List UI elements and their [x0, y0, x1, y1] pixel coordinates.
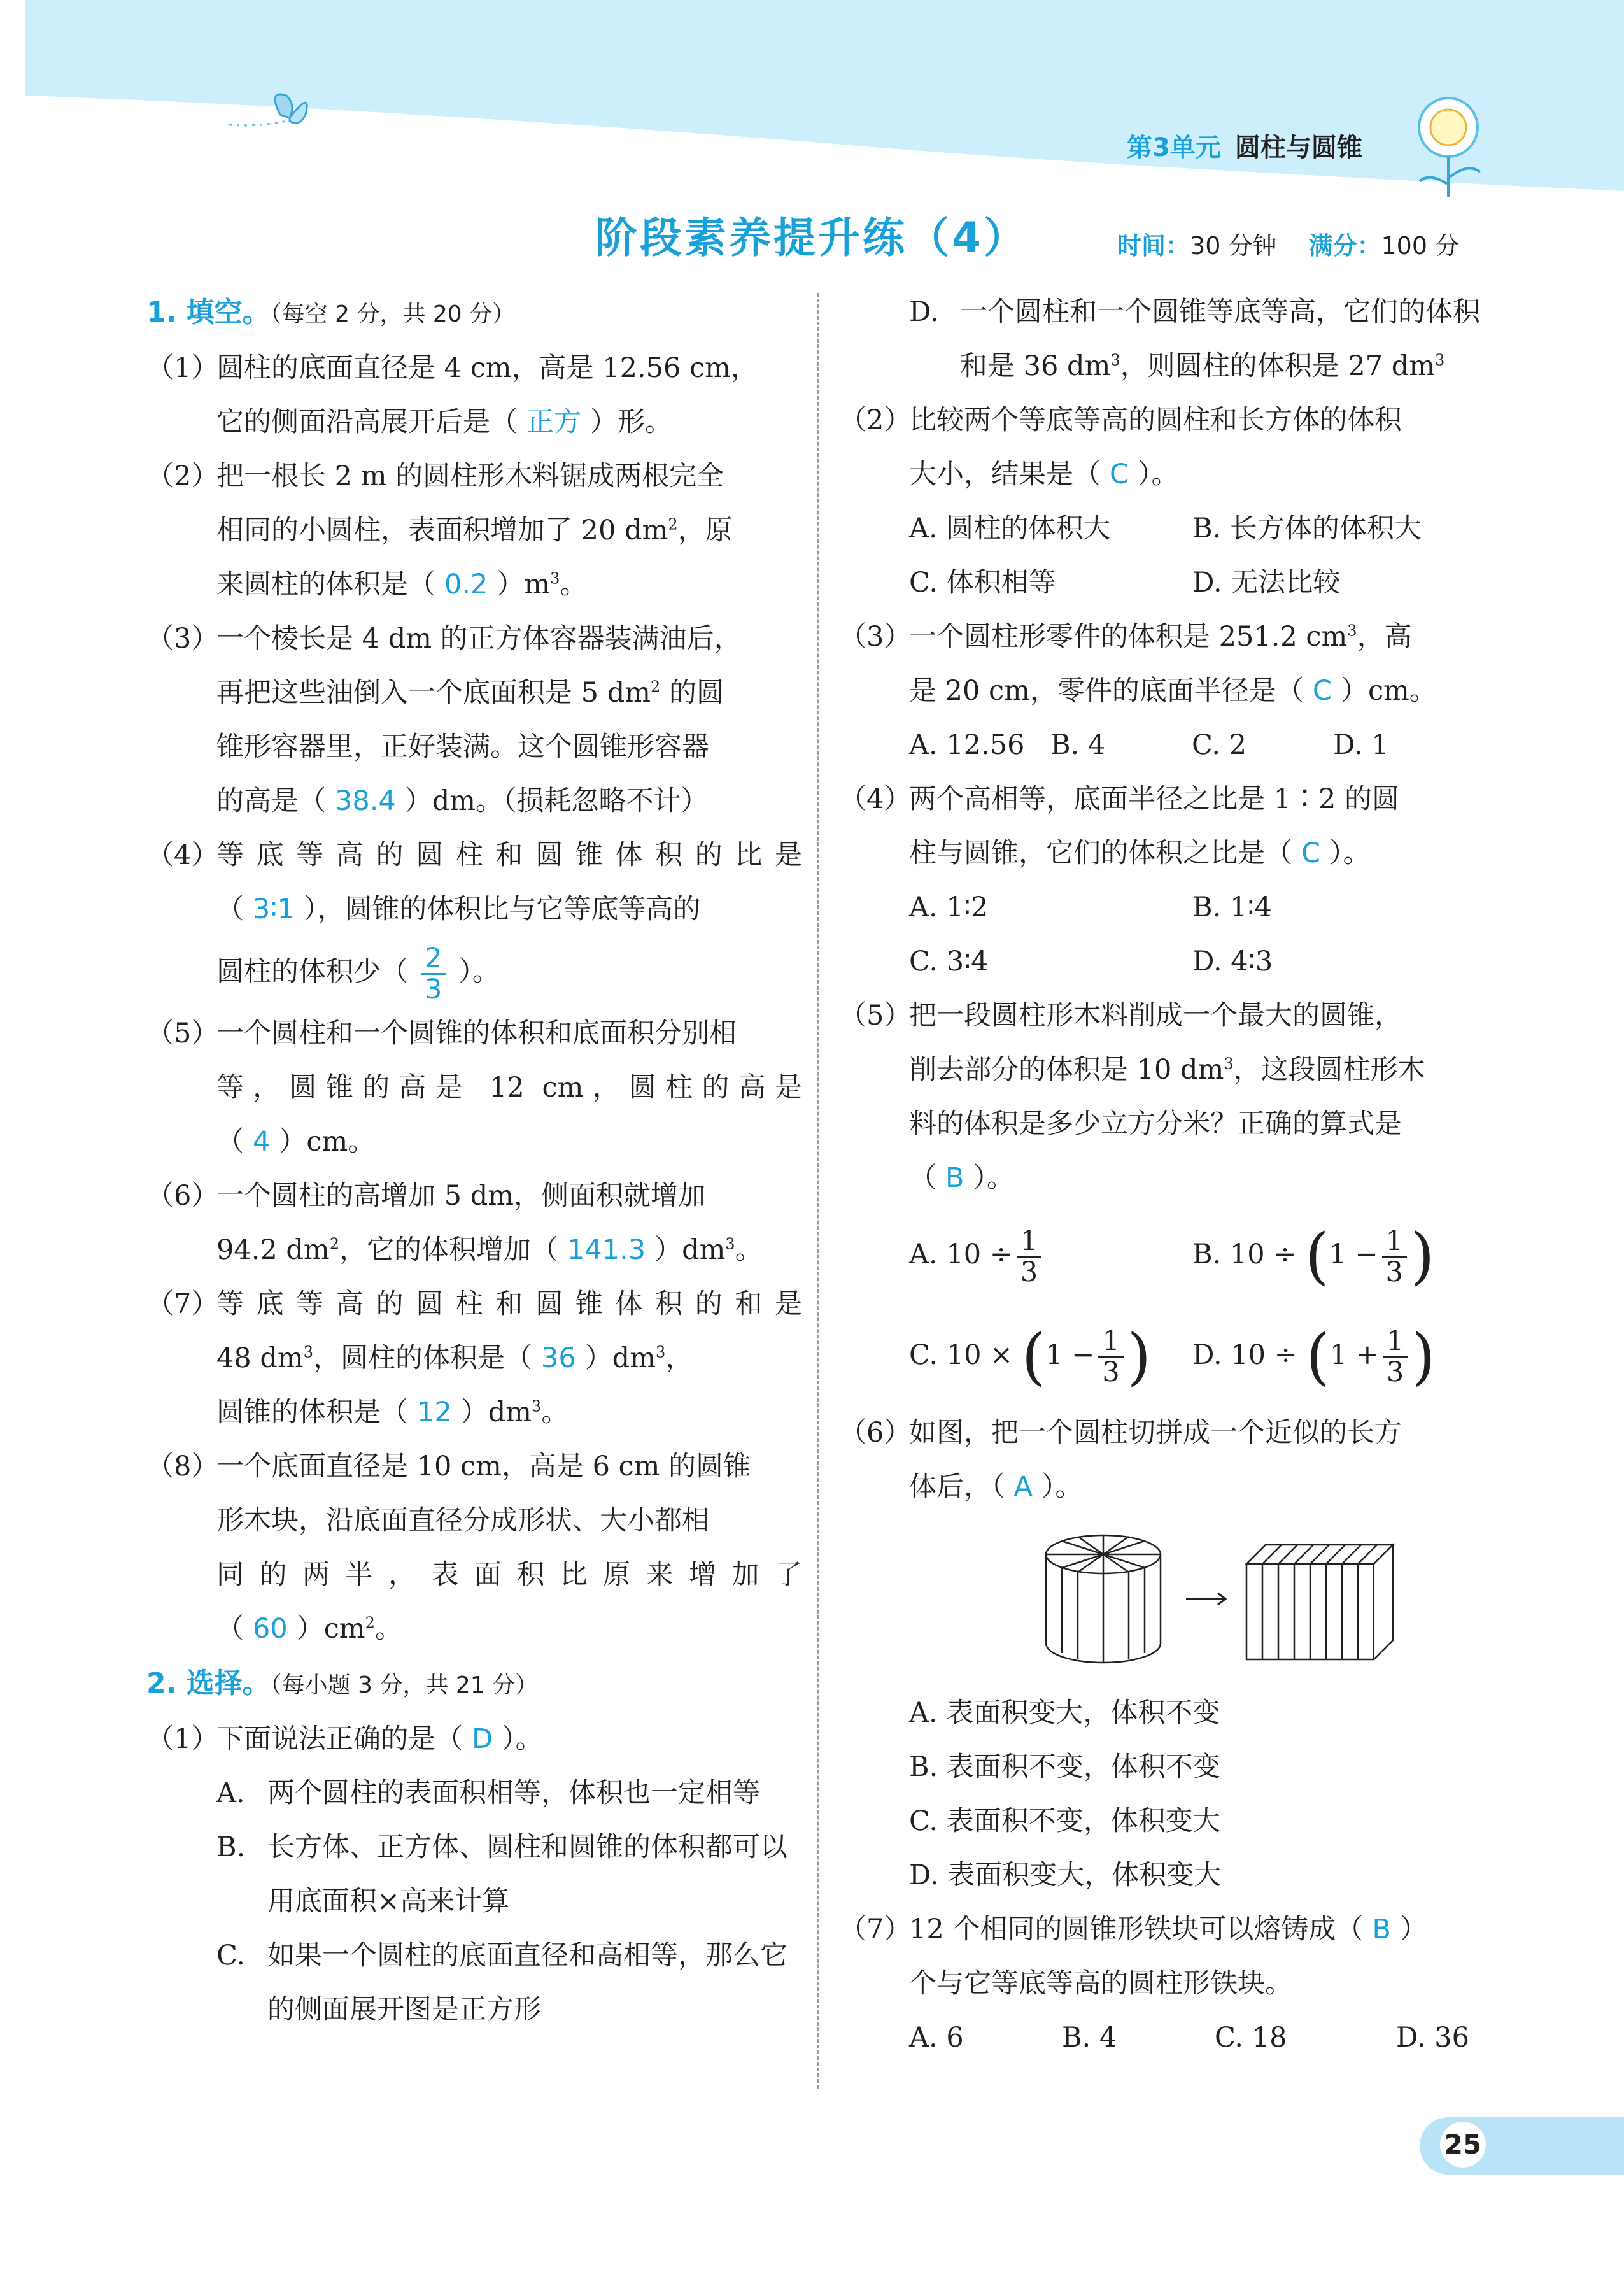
answer-q1-1: 正方: [526, 406, 581, 438]
fill-q6: （6） 一个圆柱的高增加 5 dm，侧面积就增加 94.2 $dm^2$，它的体积增加（ 141.3 ）$dm^3$。: [146, 1169, 802, 1277]
header-band: [0, 0, 1624, 210]
choice-q2-options-1: A. 圆柱的体积大 B. 长方体的体积大: [909, 513, 1422, 544]
choice-q6-option-c: C. 表面积不变，体积变大: [909, 1805, 1220, 1837]
answer-q2-6: A: [1013, 1471, 1033, 1503]
answer-q2-4: C: [1301, 837, 1321, 869]
left-column: [146, 285, 802, 2037]
choice-q5-options-2: C. 10 × (1 − $\frac{1}{3}$ ) D. 10 ÷ (1 + $\frac{1}{3}$ ): [909, 1321, 1436, 1392]
section2-heading: 2. 选择。（每小题 3 分，共 21 分）: [146, 1667, 539, 1700]
choice-q5: （5） 把一段圆柱形木料削成一个最大的圆锥， 削去部分的体积是 10 $dm^3$，这段圆柱形木 料的体积是多少立方分米？正确的算式是 （ B ）。: [839, 989, 1495, 1205]
fill-q5: （5） 一个圆柱和一个圆锥的体积和底面积分别相 等，圆锥的高是 12 cm，圆柱的高是 （ 4 ）cm。: [146, 1007, 802, 1169]
column-divider: [817, 293, 819, 2089]
sliced-cylinder-shape: [1046, 1535, 1161, 1663]
arrow-icon: [1186, 1593, 1225, 1605]
choice-q6-option-a: A. 表面积变大，体积不变: [909, 1697, 1220, 1729]
unit-label: 第3单元: [1127, 133, 1221, 162]
answer-q1-4b: $\frac{2}{3}$: [412, 944, 455, 1004]
time-value: 30 分钟: [1190, 232, 1277, 260]
unit-title: [1127, 127, 1362, 164]
score-label: 满分：: [1308, 232, 1381, 260]
fill-q8: （8） 一个底面直径是 10 cm，高是 6 cm 的圆锥 形木块，沿底面直径分成形状、大小都相 同的两半，表面积比原来增加了 （ 60 ）$cm^2$。: [146, 1440, 802, 1656]
answer-q1-3: 38.4: [335, 785, 396, 817]
fill-q1: （1） 圆柱的底面直径是 4 cm，高是 12.56 cm， 它的侧面沿高展开后是（ 正方 ）形。: [146, 341, 802, 450]
choice-q2-options-2: C. 体积相等 D. 无法比较: [909, 567, 1341, 599]
approx-cuboid-shape: [1246, 1545, 1393, 1659]
fill-q3: （3） 一个棱长是 4 dm 的正方体容器装满油后， 再把这些油倒入一个底面积是 5 $dm^2$ 的圆 锥形容器里，正好装满。这个圆锥形容器 的高是（ 38.4 ）dm。（损耗忽略不计）: [146, 612, 802, 828]
fill-q7: （7） 等底等高的圆柱和圆锥体积的和是 48 $dm^3$，圆柱的体积是（ 36 ）$dm^3$， 圆锥的体积是（ 12 ）$dm^3$。: [146, 1277, 802, 1440]
choice-q6-option-d: D. 表面积变大，体积变大: [909, 1859, 1222, 1891]
answer-q2-2: C: [1110, 458, 1129, 490]
answer-q1-4a: 3∶1: [253, 893, 295, 925]
answer-q1-2: 0.2: [444, 569, 488, 600]
fill-q4: （4） 等底等高的圆柱和圆锥体积的比是 （ 3∶1 ），圆锥的体积比与它等底等高的 圆柱的体积少（ $\frac{2}{3}$ ）。: [146, 839, 802, 1005]
time-info: [1117, 226, 1459, 261]
fill-q2: （2） 把一根长 2 m 的圆柱形木料锯成两根完全 相同的小圆柱，表面积增加了 20 $dm^2$，原 来圆柱的体积是（ 0.2 ）$m^3$。: [146, 450, 802, 612]
choice-q6-option-b: B. 表面积不变，体积不变: [909, 1751, 1220, 1783]
unit-topic: 圆柱与圆锥: [1234, 133, 1362, 162]
choice-q2: （2） 比较两个等底等高的圆柱和长方体的体积 大小，结果是（ C ）。: [839, 394, 1495, 502]
answer-q1-7b: 12: [417, 1396, 452, 1428]
answer-q2-1: D: [472, 1723, 493, 1755]
choice-q4-options-1: A. 1∶2 B. 1∶4: [909, 891, 1272, 923]
answer-q1-5: 4: [253, 1126, 271, 1158]
page-title: 阶段素养提升练（4）: [595, 213, 1028, 262]
choice-q5-options-1: A. 10 ÷ $\frac{1}{3}$ B. 10 ÷ (1 − $\frac{1}{3}$ ): [909, 1220, 1435, 1292]
choice-q1-option-d: D. 一个圆柱和一个圆锥等底等高，它们的体积和是 36 $dm^3$，则圆柱的体积是 27 $dm^3$: [909, 296, 1480, 382]
answer-q2-5: B: [945, 1162, 964, 1194]
choice-q6: （6） 如图，把一个圆柱切拼成一个近似的长方 体后，（ A ）。: [839, 1406, 1495, 1514]
answer-q1-7a: 36: [540, 1342, 576, 1374]
answer-q1-8: 60: [253, 1613, 288, 1645]
right-column: [839, 285, 1495, 2065]
section1-heading: 1. 填空。（每空 2 分，共 20 分）: [146, 296, 516, 329]
choice-q3: （3） 一个圆柱形零件的体积是 251.2 $cm^3$，高 是 20 cm，零件的底面半径是（ C ）cm。: [839, 610, 1495, 718]
page-number: 25: [1440, 2122, 1486, 2168]
choice-q7-options: A. 6 B. 4 C. 18 D. 36: [909, 2022, 1469, 2054]
choice-q4: （4） 两个高相等，底面半径之比是 1∶2 的圆 柱与圆锥，它们的体积之比是（ C ）。: [839, 772, 1495, 881]
time-label: 时间：: [1117, 232, 1190, 260]
choice-q3-options: A. 12.56 B. 4 C. 2 D. 1: [909, 729, 1389, 761]
choice-q4-options-2: C. 3∶4 D. 4∶3: [909, 946, 1273, 977]
choice-q1: （1） 下面说法正确的是（ D ）。 A. 两个圆柱的表面积相等，体积也一定相等 B. 长方体、正方体、圆柱和圆锥的体积都可以用底面积×高来计算 C. 如果一个圆柱的底面直径和高相等，那么它的侧面展开图是正方形: [146, 1712, 802, 2037]
answer-q2-7: B: [1372, 1913, 1391, 1945]
choice-q7: （7） 12 个相同的圆锥形铁块可以熔铸成（ B ） 个与它等底等高的圆柱形铁块。: [839, 1903, 1495, 2011]
cylinder-to-cuboid-figure: [1043, 1526, 1399, 1672]
answer-q2-3: C: [1312, 675, 1332, 707]
score-value: 100 分: [1381, 232, 1460, 260]
answer-q1-6: 141.3: [567, 1234, 646, 1266]
